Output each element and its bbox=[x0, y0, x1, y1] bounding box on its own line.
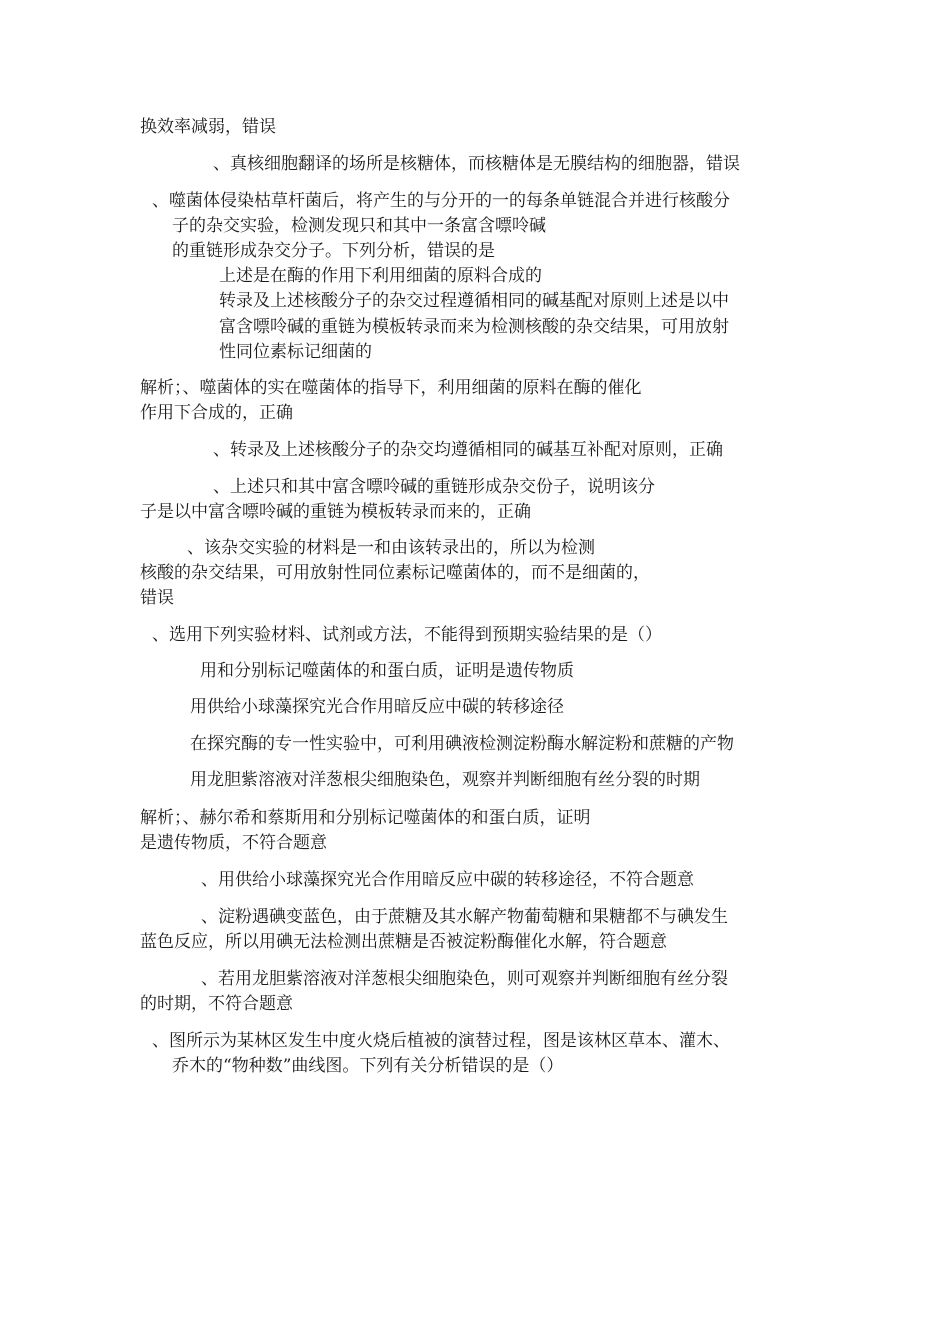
text-line: 、用供给小球藻探究光合作用暗反应中碳的转移途径，不符合题意 bbox=[201, 870, 694, 890]
text-line: 乔木的“物种数”曲线图。下列有关分析错误的是（） bbox=[172, 1056, 564, 1076]
text-line: 蓝色反应，所以用碘无法检测出蔗糖是否被淀粉酶催化水解，符合题意 bbox=[140, 932, 667, 952]
text-line: 子的杂交实验，检测发现只和其中一条富含嘌呤碱 bbox=[172, 216, 546, 236]
question-stem: 、选用下列实验材料、试剂或方法，不能得到预期实验结果的是（） bbox=[152, 625, 662, 645]
text-line: 错误 bbox=[140, 588, 174, 608]
text-line: 是遗传物质，不符合题意 bbox=[140, 833, 327, 853]
text-line: 的时期，不符合题意 bbox=[140, 994, 293, 1014]
option-line: 用和分别标记噬菌体的和蛋白质，证明是遗传物质 bbox=[200, 661, 574, 681]
analysis-line: 解析；、噬菌体的实在噬菌体的指导下，利用细菌的原料在酶的催化 bbox=[140, 378, 642, 398]
text-line: 的重链形成杂交分子。下列分析，错误的是 bbox=[172, 241, 495, 261]
text-line: 、若用龙胆紫溶液对洋葱根尖细胞染色，则可观察并判断细胞有丝分裂 bbox=[201, 969, 728, 989]
option-line: 用供给小球藻探究光合作用暗反应中碳的转移途径 bbox=[190, 697, 564, 717]
text-line: 、转录及上述核酸分子的杂交均遵循相同的碱基互补配对原则，正确 bbox=[213, 440, 723, 460]
option-line: 性同位素标记细菌的 bbox=[219, 342, 372, 362]
option-line: 富含嘌呤碱的重链为模板转录而来为检测核酸的杂交结果，可用放射 bbox=[219, 317, 729, 337]
text-line: 、淀粉遇碘变蓝色，由于蔗糖及其水解产物葡萄糖和果糖都不与碘发生 bbox=[201, 907, 728, 927]
text-line: 、上述只和其中富含嘌呤碱的重链形成杂交份子，说明该分 bbox=[213, 477, 655, 497]
option-line: 转录及上述核酸分子的杂交过程遵循相同的碱基配对原则上述是以中 bbox=[219, 291, 729, 311]
option-line: 上述是在酶的作用下利用细菌的原料合成的 bbox=[219, 266, 542, 286]
text-line: 换效率减弱，错误 bbox=[140, 117, 276, 137]
text-line: 作用下合成的，正确 bbox=[140, 403, 293, 423]
text-line: 、该杂交实验的材料是一和由该转录出的，所以为检测 bbox=[187, 538, 595, 558]
analysis-line: 解析；、赫尔希和蔡斯用和分别标记噬菌体的和蛋白质，证明 bbox=[140, 808, 591, 828]
text-line: 子是以中富含嘌呤碱的重链为模板转录而来的，正确 bbox=[140, 502, 531, 522]
question-stem: 、噬菌体侵染枯草杆菌后，将产生的与分开的一的每条单链混合并进行核酸分 bbox=[152, 191, 730, 211]
option-line: 在探究酶的专一性实验中，可利用碘液检测淀粉酶水解淀粉和蔗糖的产物 bbox=[190, 734, 734, 754]
text-line: 核酸的杂交结果，可用放射性同位素标记噬菌体的，而不是细菌的， bbox=[140, 563, 650, 583]
question-stem: 、图所示为某林区发生中度火烧后植被的演替过程，图是该林区草本、灌木、 bbox=[152, 1031, 730, 1051]
option-line: 用龙胆紫溶液对洋葱根尖细胞染色，观察并判断细胞有丝分裂的时期 bbox=[190, 770, 700, 790]
text-line: 、真核细胞翻译的场所是核糖体，而核糖体是无膜结构的细胞器，错误 bbox=[213, 154, 740, 174]
